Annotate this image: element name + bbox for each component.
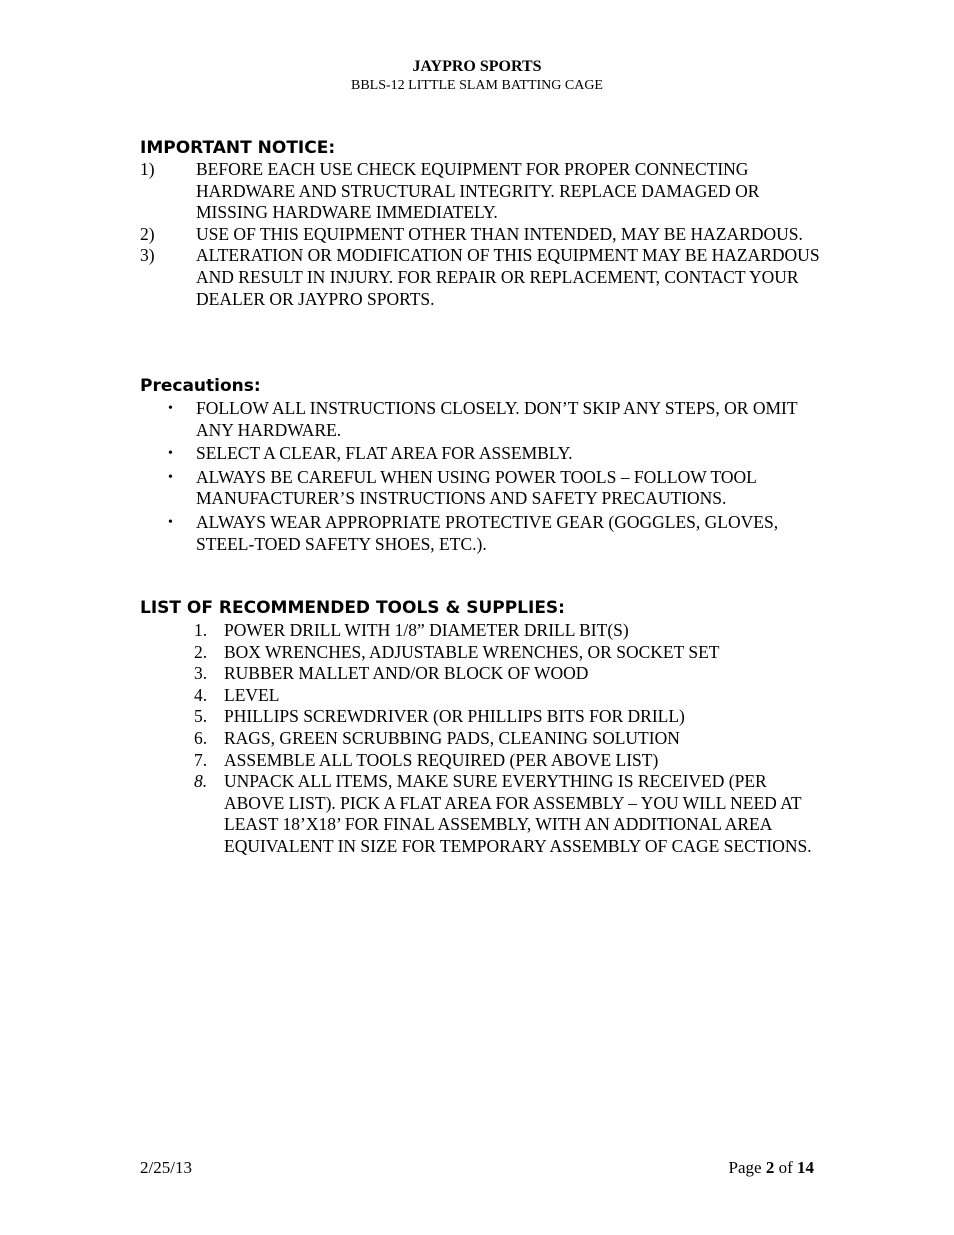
tool-item: 4. LEVEL (194, 684, 280, 705)
page-header (0, 56, 954, 94)
precaution-item: • ALWAYS WEAR APPROPRIATE PROTECTIVE GEAR (GOGGLES, GLOVES, STEEL-TOED SAFETY SHOES, ETC.). (168, 511, 779, 554)
company-name: JAYPRO SPORTS (412, 58, 542, 75)
tools-list (194, 620, 849, 858)
tool-item: 1. POWER DRILL WITH 1/8” DIAMETER DRILL BIT(S) (194, 620, 629, 640)
precaution-item: • FOLLOW ALL INSTRUCTIONS CLOSELY. DON’T SKIP ANY STEPS, OR OMIT ANY HARDWARE. (168, 398, 798, 440)
footer-date: 2/25/13 (140, 1158, 192, 1177)
precaution-item: • SELECT A CLEAR, FLAT AREA FOR ASSEMBLY. (168, 443, 573, 464)
notice-item: 1) BEFORE EACH USE CHECK EQUIPMENT FOR PROPER CONNECTING HARDWARE AND STRUCTURAL INTEGRITY. REPLACE DAMAGED OR MISSING HARDWARE IMMEDIATELY. (140, 159, 760, 223)
important-notice-list (140, 159, 821, 310)
tool-item: 3. RUBBER MALLET AND/OR BLOCK OF WOOD (194, 663, 589, 684)
tool-item: 2. BOX WRENCHES, ADJUSTABLE WRENCHES, OR SOCKET SET (194, 641, 720, 662)
notice-item: 3) ALTERATION OR MODIFICATION OF THIS EQUIPMENT MAY BE HAZARDOUS AND RESULT IN INJURY. FOR REPAIR OR REPLACEMENT, CONTACT YOUR DEALER OR JAYPRO SPORTS. (140, 245, 820, 309)
page-number: Page 2 of 14 (728, 1158, 814, 1177)
tool-item: 7. ASSEMBLE ALL TOOLS REQUIRED (PER ABOVE LIST) (194, 749, 659, 770)
tool-item: 5. PHILLIPS SCREWDRIVER (OR PHILLIPS BITS FOR DRILL) (194, 706, 685, 727)
product-name: BBLS-12 LITTLE SLAM BATTING CAGE (351, 78, 603, 93)
tool-item: 8. UNPACK ALL ITEMS, MAKE SURE EVERYTHING IS RECEIVED (PER ABOVE LIST). PICK A FLAT AREA FOR ASSEMBLY – YOU WILL NEED AT LEAST 18’X18’ FOR FINAL ASSEMBLY, WITH AN ADDITIONAL AREA EQUIVALENT IN SIZE FOR TEMPORARY ASSEMBLY OF CAGE SECTIONS. (194, 771, 812, 856)
precaution-item: • ALWAYS BE CAREFUL WHEN USING POWER TOOLS – FOLLOW TOOL MANUFACTURER’S INSTRUCTIONS AND SAFETY PRECAUTIONS. (168, 466, 757, 509)
notice-item: 2) USE OF THIS EQUIPMENT OTHER THAN INTENDED, MAY BE HAZARDOUS. (140, 223, 803, 244)
tools-title: LIST OF RECOMMENDED TOOLS & SUPPLIES: (140, 598, 565, 618)
precautions-list (168, 398, 821, 555)
tool-item: 6. RAGS, GREEN SCRUBBING PADS, CLEANING SOLUTION (194, 727, 680, 748)
important-notice-title: IMPORTANT NOTICE: (140, 138, 336, 158)
precautions-title: Precautions: (140, 376, 261, 396)
